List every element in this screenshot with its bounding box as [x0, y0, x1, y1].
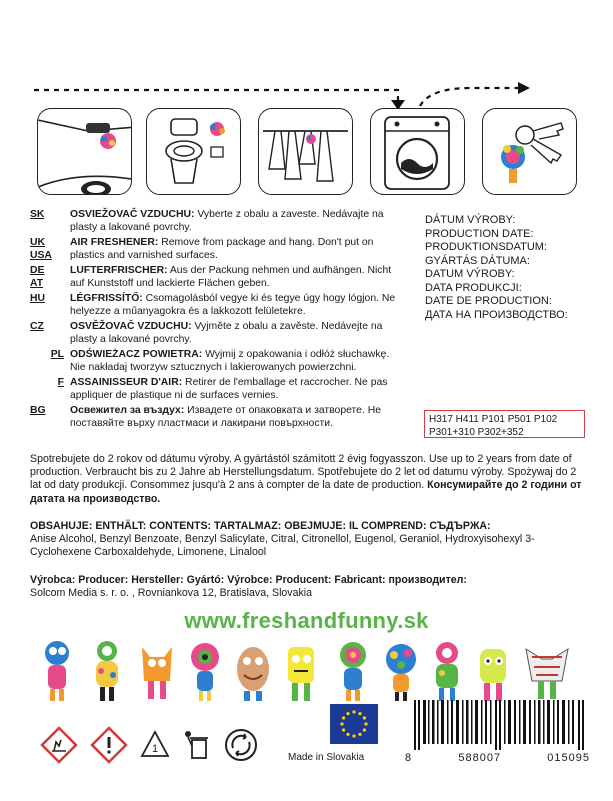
instruction-text: Retirer de l'emballage et raccrocher. Ne pas appliquer de plastique ni de surfaces vernies.	[70, 377, 388, 401]
barcode-numbers	[405, 752, 590, 764]
figure-8	[380, 637, 422, 705]
producer-section	[30, 574, 582, 600]
wardrobe-pictogram	[258, 108, 353, 195]
lang-code: DE	[30, 265, 45, 276]
barcode-group: 015095	[547, 752, 590, 764]
environment-hazard-icon	[40, 726, 78, 764]
contents-text: Anise Alcohol, Benzyl Benzoate, Benzyl Salicylate, Citral, Citronellol, Eugenol, Geraniol, Hydroxyisohexyl 3-Cyclohexene Carboxaldehyde, Limonene, Linalool	[30, 533, 535, 559]
figure-7	[332, 637, 374, 705]
instruction-text: Csomagolásból vegye ki és tegye úgy hogy lógjon. Ne helyezze a műanyagokra és a lakkozott felületekre.	[70, 293, 396, 317]
date-label: PRODUCTION DATE:	[425, 227, 534, 240]
washing-machine-pictogram	[370, 108, 465, 195]
hazard-codes-line: P301+310 P302+352	[429, 427, 524, 438]
car-mirror-pictogram	[37, 108, 132, 195]
exclamation-hazard-icon	[90, 726, 128, 764]
shelf-life-body: Spotrebujete do 2 rokov od dátumu výroby. A gyártástól számított 2 évig fogyasszon. Use up to 2 years from date of production. Verbraucht bis zu 2 Jahre ab Herstellungsdatum. Spotřebujete do 2 let od datumu výroby. Spożywaj do 2 lat od daty produkcji. Consommez jusqu'à 2 ans à compter de la date de production.	[30, 453, 577, 492]
barcode-digit: 8	[405, 752, 413, 764]
instruction-title: LUFTERFRISCHER:	[70, 265, 168, 276]
language-instructions	[30, 208, 405, 432]
date-label: GYÁRTÁS DÁTUMA:	[425, 254, 530, 267]
instruction-hu	[30, 292, 405, 318]
production-date-labels	[425, 214, 595, 322]
instruction-title: Освежител за въздух:	[70, 405, 185, 416]
instruction-de	[30, 264, 405, 290]
website-link[interactable]: www.freshandfunny.sk	[184, 608, 429, 633]
figure-3	[136, 637, 178, 705]
lang-code: PL	[50, 349, 64, 360]
date-label: DATUM VÝROBY:	[425, 268, 515, 280]
lang-code: CZ	[30, 321, 44, 332]
instruction-text: Vyjměte z obalu a zavěste. Nedávejte na plasty a lakované povrchy.	[70, 321, 383, 345]
instruction-bg	[30, 404, 405, 430]
recycling-loop-icon	[222, 726, 260, 764]
instruction-title: ASSAINISSEUR D'AIR:	[70, 377, 183, 388]
date-label: DÁTUM VÝROBY:	[425, 214, 516, 226]
date-label: DATE DE PRODUCTION:	[425, 295, 552, 307]
instruction-text: Извадете от опаковката и затворете. Не поставяйте върху пластмаси и лакирани повърхности.	[70, 405, 382, 429]
figure-11	[522, 637, 572, 705]
producer-heading: Výrobca: Producer: Hersteller: Gyártó: Výrobce: Producent: Fabricant: производител:	[30, 574, 467, 586]
shelf-life-text	[30, 453, 582, 506]
date-label: PRODUKTIONSDATUM:	[425, 241, 548, 253]
lang-code: AT	[30, 278, 44, 289]
contents-section	[30, 520, 582, 560]
figure-1	[36, 637, 78, 705]
instruction-sk	[30, 208, 405, 234]
toilet-pictogram	[146, 108, 241, 195]
instruction-title: OSVĚŽOVAČ VZDUCHU:	[70, 321, 192, 332]
instruction-uk	[30, 236, 405, 262]
figure-5	[232, 637, 274, 705]
date-label: DATA PRODUKCJI:	[425, 281, 522, 294]
recycle-1-icon	[136, 726, 174, 764]
svg-text:1: 1	[151, 743, 159, 755]
barcode-group: 588007	[458, 752, 502, 764]
figure-2	[86, 637, 128, 705]
contents-heading: OBSAHUJE: ENTHÄLT: CONTENTS: TARTALMAZ: OBEJMUJE: IL COMPREND: СЪДЪРЖА:	[30, 520, 491, 532]
hazard-codes-box	[424, 410, 585, 438]
figure-10	[472, 637, 514, 705]
lang-code: SK	[30, 209, 45, 220]
barcode	[414, 700, 584, 750]
instruction-f	[30, 376, 405, 402]
instruction-text: Vyberte z obalu a zaveste. Nedávajte na plasty a lakované povrchy.	[70, 209, 384, 233]
figure-6	[280, 637, 322, 705]
instruction-text: Remove from package and hang. Don't put on plastics and varnished surfaces.	[70, 237, 374, 261]
figure-4	[184, 637, 226, 705]
instruction-title: ODŚWIEŻACZ POWIETRA:	[70, 349, 203, 360]
producer-text: Solcom Media s. r. o. , Rovniankova 12, Bratislava, Slovakia	[30, 587, 313, 600]
dispose-bin-icon	[180, 726, 218, 764]
instruction-title: LÉGFRISSÍTŐ:	[70, 293, 143, 304]
figure-9	[426, 637, 468, 705]
instruction-text: Wyjmij z opakowania i odłóż słuchawkę. Nie nakładaj tworzyw sztucznych i lakierowanych powierzchni.	[70, 349, 390, 373]
date-label: ДАТА НА ПРОИЗВОДСТВО:	[425, 308, 568, 321]
instruction-title: OSVIEŽOVAČ VZDUCHU:	[70, 209, 195, 220]
hazard-codes-line: H317 H411 P101 P501 P102	[429, 414, 558, 425]
lang-code: BG	[30, 405, 46, 416]
instruction-title: AIR FRESHENER:	[70, 237, 159, 248]
lang-code: UK	[30, 237, 46, 248]
lang-code: F	[57, 377, 64, 388]
usage-pictograms	[0, 0, 613, 200]
eu-flag-icon	[330, 704, 378, 744]
lang-code: HU	[30, 293, 46, 304]
made-in-label: Made in Slovakia	[288, 752, 365, 763]
lang-code: USA	[30, 250, 52, 261]
instruction-text: Aus der Packung nehmen und aufhängen. Nicht auf Kunststoff und lackierte Flächen geben.	[70, 265, 392, 289]
shelf-life-bold: Консумирайте до 2 години от датата на производство.	[30, 479, 582, 505]
keys-pictogram	[482, 108, 577, 195]
instruction-pl	[30, 348, 405, 374]
instruction-cz	[30, 320, 405, 346]
